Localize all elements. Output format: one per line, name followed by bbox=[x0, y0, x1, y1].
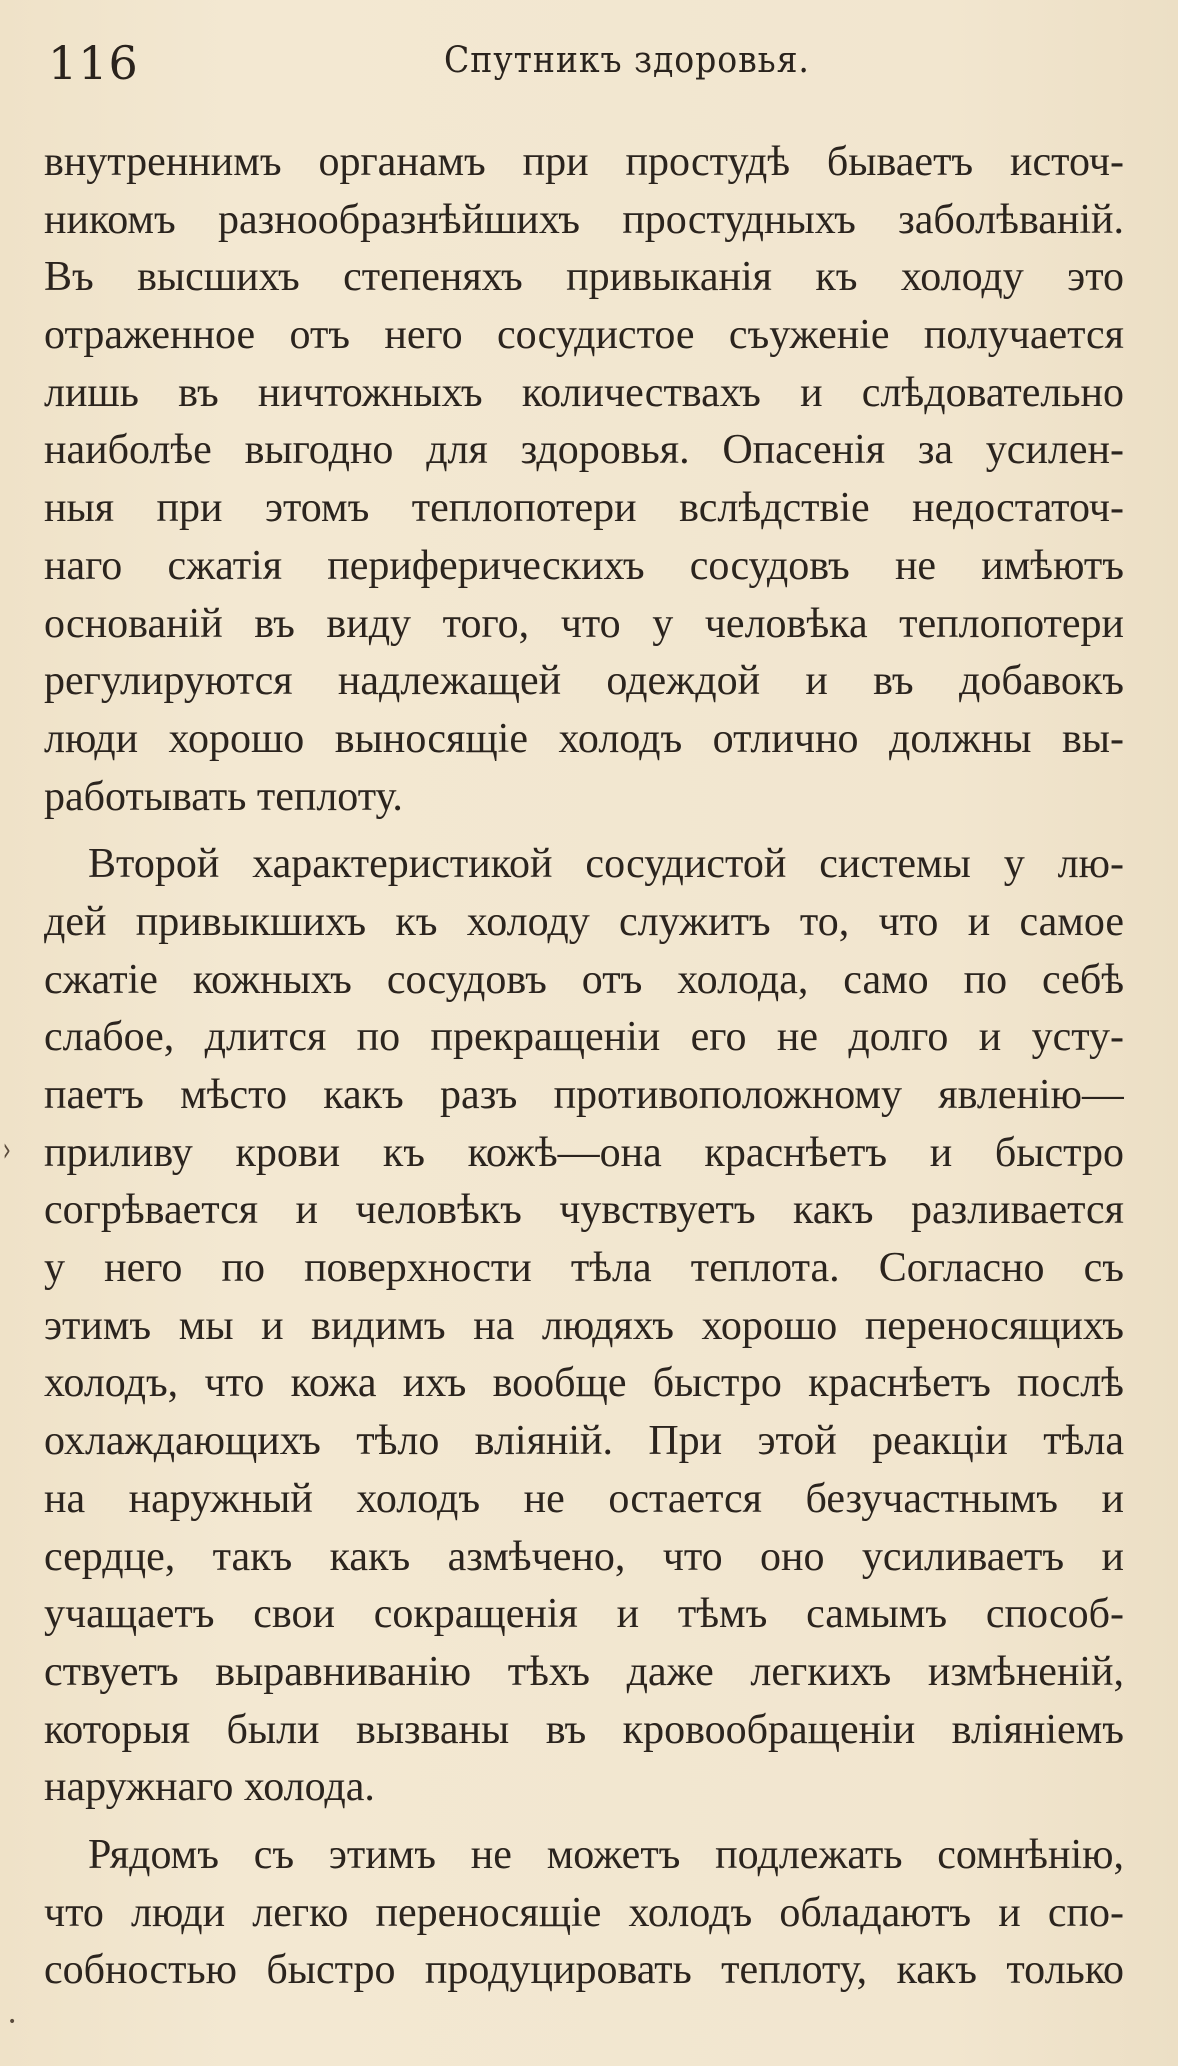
text-line: лишь въ ничтожныхъ количествахъ и слѣдовательно bbox=[44, 369, 1124, 416]
text-line: регулируются надлежащей одеждой и въ добавокъ bbox=[44, 658, 1124, 705]
text-line: наго сжатія периферическихъ сосудовъ не имѣютъ bbox=[44, 542, 1124, 589]
text-line: охлаждающихъ тѣло вліяній. При этой реакціи тѣла bbox=[44, 1418, 1124, 1465]
text-line: собностью быстро продуцировать теплоту, какъ только bbox=[44, 1947, 1124, 1994]
text-line: люди хорошо выносящіе холодъ отлично должны вы- bbox=[44, 715, 1124, 762]
text-line: паетъ мѣсто какъ разъ противоположному явленію— bbox=[44, 1072, 1124, 1118]
text-line: холодъ, что кожа ихъ вообще быстро краснѣетъ послѣ bbox=[44, 1360, 1124, 1407]
text-line: которыя были вызваны въ кровообращеніи вліяніемъ bbox=[44, 1706, 1124, 1753]
text-line: работывать теплоту. bbox=[44, 773, 403, 820]
text-line: что люди легко переносящіе холодъ обладаютъ и спо- bbox=[44, 1889, 1124, 1936]
text-line: наиболѣе выгодно для здоровья. Опасенія за усилен- bbox=[44, 427, 1124, 474]
text-line: никомъ разнообразнѣйшихъ простудныхъ заболѣваній. bbox=[44, 196, 1124, 243]
margin-chevron-mark: › bbox=[2, 1130, 11, 1170]
text-line: учащаетъ свои сокращенія и тѣмъ самымъ способ- bbox=[44, 1591, 1124, 1638]
text-line: сжатіе кожныхъ сосудовъ отъ холода, само по себѣ bbox=[44, 956, 1124, 1003]
text-line: Рядомъ съ этимъ не можетъ подлежать сомнѣнію, bbox=[88, 1831, 1124, 1878]
text-line: основаній въ виду того, что у человѣка теплопотери bbox=[44, 600, 1124, 647]
page-header bbox=[44, 30, 1134, 100]
text-line: на наружный холодъ не остается безучастнымъ и bbox=[44, 1475, 1124, 1522]
text-line: наружнаго холода. bbox=[44, 1764, 375, 1811]
page-number: 116 bbox=[48, 36, 139, 90]
text-line: Въ высшихъ степеняхъ привыканія къ холоду это bbox=[44, 254, 1124, 301]
paragraph-3 bbox=[44, 1827, 1124, 2000]
paragraph-1 bbox=[44, 134, 1124, 826]
paragraph-2 bbox=[44, 836, 1124, 1817]
text-line: внутреннимъ органамъ при простудѣ бываетъ источ- bbox=[44, 139, 1124, 185]
text-line: приливу крови къ кожѣ—она краснѣетъ и быстро bbox=[44, 1129, 1124, 1176]
text-line: ствуетъ выравниванію тѣхъ даже легкихъ измѣненій, bbox=[44, 1648, 1124, 1695]
text-line: дей привыкшихъ къ холоду служитъ то, что и самое bbox=[44, 898, 1124, 945]
margin-dot-mark: • bbox=[8, 2014, 17, 2030]
text-line: согрѣвается и человѣкъ чувствуетъ какъ разливается bbox=[44, 1187, 1124, 1234]
text-line: у него по поверхности тѣла теплота. Согласно съ bbox=[44, 1245, 1124, 1292]
text-line: сердце, такъ какъ азмѣчено, что оно усиливаетъ и bbox=[44, 1533, 1124, 1580]
text-line: этимъ мы и видимъ на людяхъ хорошо переносящихъ bbox=[44, 1302, 1124, 1349]
running-title: Спутникъ здоровья. bbox=[444, 40, 810, 81]
text-line: отраженное отъ него сосудистое съуженіе получается bbox=[44, 312, 1124, 359]
text-line: ныя при этомъ теплопотери вслѣдствіе недостаточ- bbox=[44, 485, 1124, 532]
text-line: Второй характеристикой сосудистой системы у лю- bbox=[88, 841, 1124, 888]
body-text bbox=[44, 134, 1124, 2000]
text-line: слабое, длится по прекращеніи его не долго и усту- bbox=[44, 1014, 1124, 1061]
